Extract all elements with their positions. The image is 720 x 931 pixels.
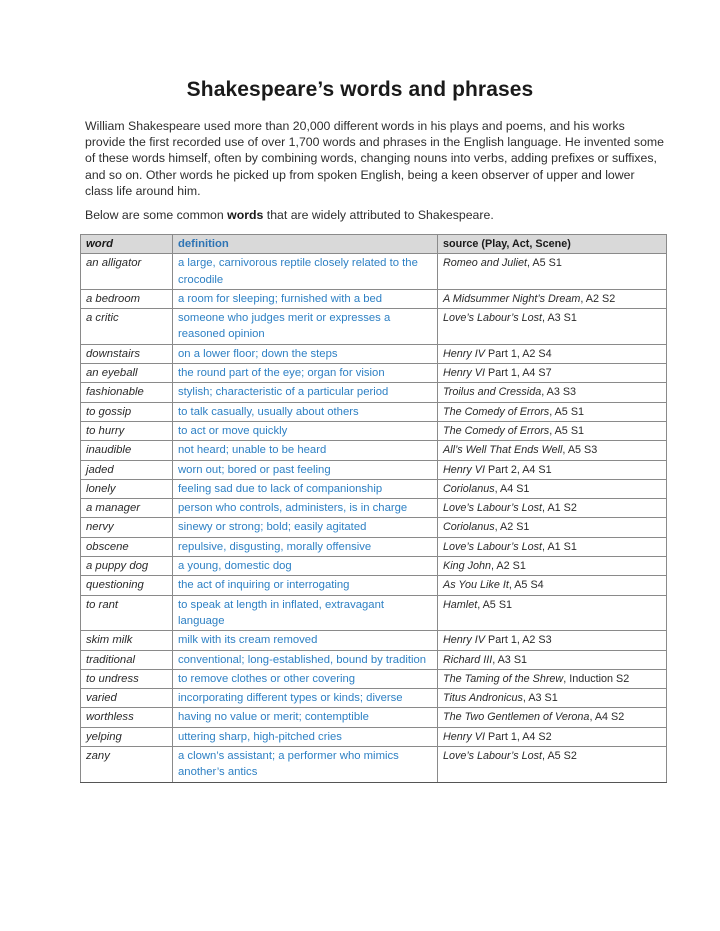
definition-cell: repulsive, disgusting, morally offensive	[173, 537, 438, 556]
word-cell: traditional	[81, 650, 173, 669]
word-cell: a puppy dog	[81, 557, 173, 576]
definition-cell: a large, carnivorous reptile closely related to the crocodile	[173, 254, 438, 290]
lead-text-before: Below are some common	[85, 208, 228, 222]
play-title: Henry VI	[443, 463, 486, 476]
act-scene-ref: , A5 S1	[549, 424, 585, 437]
table-row	[81, 402, 667, 421]
intro-paragraph: William Shakespeare used more than 20,000 different words in his plays and poems, and his works provide the first recorded use of over 1,700 words and phrases in the English language. He invented some of these words himself, often by combining words, changing nouns into verbs, adding prefixes or suffixes, and so on. Other words he picked up from spoken English, being a keen observer of upper and lower class life around him.	[85, 119, 664, 198]
table-row	[81, 421, 667, 440]
source-cell	[438, 309, 667, 345]
source-cell	[438, 595, 667, 631]
definition-cell: uttering sharp, high-pitched cries	[173, 727, 438, 746]
play-title: Richard III	[443, 653, 493, 666]
word-cell: a manager	[81, 499, 173, 518]
word-cell: zany	[81, 747, 173, 783]
definition-cell: feeling sad due to lack of companionship	[173, 479, 438, 498]
word-cell: nervy	[81, 518, 173, 537]
source-cell	[438, 479, 667, 498]
definition-cell: conventional; long-established, bound by tradition	[173, 650, 438, 669]
table-row	[81, 727, 667, 746]
source-cell	[438, 364, 667, 383]
source-cell	[438, 669, 667, 688]
act-scene-ref: , Induction S2	[563, 672, 630, 685]
play-title: Hamlet	[443, 598, 478, 611]
table-row	[81, 595, 667, 631]
source-cell	[438, 727, 667, 746]
definition-cell: not heard; unable to be heard	[173, 441, 438, 460]
source-cell	[438, 460, 667, 479]
lead-sentence	[85, 207, 665, 223]
source-cell	[438, 650, 667, 669]
play-title: Coriolanus	[443, 521, 495, 534]
act-scene-ref: , A1 S2	[542, 502, 577, 515]
definition-cell: a clown’s assistant; a performer who mimics another’s antics	[173, 747, 438, 783]
act-scene-ref: , A3 S3	[541, 386, 577, 399]
source-cell	[438, 499, 667, 518]
word-cell: to undress	[81, 669, 173, 688]
play-title: Coriolanus	[443, 482, 495, 495]
definition-cell: to act or move quickly	[173, 421, 438, 440]
table-row	[81, 557, 667, 576]
definition-cell: someone who judges merit or expresses a reasoned opinion	[173, 309, 438, 345]
table-row	[81, 499, 667, 518]
play-title: The Comedy of Errors	[443, 405, 550, 418]
act-scene-ref: , A3 S1	[492, 653, 528, 666]
definition-cell: a young, domestic dog	[173, 557, 438, 576]
act-scene-ref: , A5 S1	[549, 405, 585, 418]
table-row	[81, 479, 667, 498]
definition-cell: to remove clothes or other covering	[173, 669, 438, 688]
source-cell	[438, 402, 667, 421]
play-title: Love’s Labour’s Lost	[443, 540, 543, 553]
table-row	[81, 689, 667, 708]
table-row	[81, 537, 667, 556]
word-cell: fashionable	[81, 383, 173, 402]
act-scene-ref: , A4 S2	[589, 711, 625, 724]
act-scene-ref: Part 1, A2 S4	[485, 347, 552, 360]
source-cell	[438, 421, 667, 440]
act-scene-ref: , A5 S3	[562, 444, 598, 457]
table-row	[81, 631, 667, 650]
definition-cell: having no value or merit; contemptible	[173, 708, 438, 727]
word-cell: varied	[81, 689, 173, 708]
act-scene-ref: , A2 S1	[494, 521, 530, 534]
definition-cell: the round part of the eye; organ for vision	[173, 364, 438, 383]
play-title: The Taming of the Shrew	[443, 672, 564, 685]
act-scene-ref: , A4 S1	[494, 482, 530, 495]
play-title: The Two Gentlemen of Verona	[443, 711, 590, 724]
table-row	[81, 383, 667, 402]
word-cell: an alligator	[81, 254, 173, 290]
source-cell	[438, 537, 667, 556]
play-title: Titus Andronicus	[443, 692, 523, 705]
word-cell: to gossip	[81, 402, 173, 421]
act-scene-ref: , A2 S2	[580, 292, 616, 305]
act-scene-ref: , A5 S2	[542, 750, 577, 763]
word-cell: a bedroom	[81, 289, 173, 308]
definition-cell: person who controls, administers, is in charge	[173, 499, 438, 518]
source-cell	[438, 344, 667, 363]
play-title: Troilus and Cressida	[443, 386, 542, 399]
definition-cell: worn out; bored or past feeling	[173, 460, 438, 479]
definition-cell: to talk casually, usually about others	[173, 402, 438, 421]
act-scene-ref: , A3 S1	[522, 692, 558, 705]
definition-cell: on a lower floor; down the steps	[173, 344, 438, 363]
definition-cell: sinewy or strong; bold; easily agitated	[173, 518, 438, 537]
play-title: Henry VI	[443, 730, 486, 743]
play-title: Love’s Labour’s Lost	[443, 750, 543, 763]
word-cell: inaudible	[81, 441, 173, 460]
play-title: King John	[443, 560, 492, 573]
table-row	[81, 364, 667, 383]
word-cell: downstairs	[81, 344, 173, 363]
column-header-source: source (Play, Act, Scene)	[438, 235, 667, 254]
source-cell	[438, 254, 667, 290]
source-cell	[438, 708, 667, 727]
column-header-word: word	[81, 235, 173, 254]
word-cell: to rant	[81, 595, 173, 631]
act-scene-ref: , A2 S1	[491, 560, 526, 573]
column-header-definition: definition	[173, 235, 438, 254]
play-title: Henry VI	[443, 367, 486, 380]
act-scene-ref: Part 1, A2 S3	[485, 634, 552, 647]
source-cell	[438, 383, 667, 402]
table-row	[81, 518, 667, 537]
play-title: All’s Well That Ends Well	[443, 444, 563, 457]
play-title: Henry IV	[443, 634, 486, 647]
play-title: Love’s Labour’s Lost	[443, 312, 543, 325]
act-scene-ref: , A5 S4	[508, 579, 544, 592]
table-row	[81, 747, 667, 783]
table-row	[81, 254, 667, 290]
page-title: Shakespeare’s words and phrases	[186, 78, 534, 101]
play-title: Love’s Labour’s Lost	[443, 502, 543, 515]
definition-cell: the act of inquiring or interrogating	[173, 576, 438, 595]
word-cell: to hurry	[81, 421, 173, 440]
word-cell: obscene	[81, 537, 173, 556]
table-row	[81, 576, 667, 595]
table-row	[81, 441, 667, 460]
table-row	[81, 708, 667, 727]
table-row	[81, 669, 667, 688]
words-table	[80, 234, 667, 783]
table-header-row	[81, 235, 667, 254]
play-title: The Comedy of Errors	[443, 424, 550, 437]
word-cell: an eyeball	[81, 364, 173, 383]
word-cell: a critic	[81, 309, 173, 345]
source-cell	[438, 518, 667, 537]
source-cell	[438, 576, 667, 595]
act-scene-ref: , A3 S1	[542, 312, 577, 325]
word-cell: worthless	[81, 708, 173, 727]
word-cell: jaded	[81, 460, 173, 479]
play-title: As You Like It	[443, 579, 509, 592]
word-cell: skim milk	[81, 631, 173, 650]
table-row	[81, 309, 667, 345]
act-scene-ref: , A5 S1	[527, 257, 562, 270]
definition-cell: a room for sleeping; furnished with a bed	[173, 289, 438, 308]
definition-cell: milk with its cream removed	[173, 631, 438, 650]
play-title: A Midsummer Night’s Dream	[443, 292, 581, 305]
act-scene-ref: Part 2, A4 S1	[485, 463, 552, 476]
word-cell: yelping	[81, 727, 173, 746]
source-cell	[438, 631, 667, 650]
play-title: Romeo and Juliet	[443, 257, 528, 270]
play-title: Henry IV	[443, 347, 486, 360]
lead-bold-word: words	[227, 208, 264, 222]
source-cell	[438, 689, 667, 708]
definition-cell: incorporating different types or kinds; diverse	[173, 689, 438, 708]
definition-cell: to speak at length in inflated, extravagant language	[173, 595, 438, 631]
word-cell: questioning	[81, 576, 173, 595]
table-row	[81, 344, 667, 363]
act-scene-ref: , A5 S1	[477, 598, 513, 611]
source-cell	[438, 747, 667, 783]
definition-cell: stylish; characteristic of a particular period	[173, 383, 438, 402]
table-row	[81, 460, 667, 479]
act-scene-ref: , A1 S1	[542, 540, 577, 553]
source-cell	[438, 557, 667, 576]
word-cell: lonely	[81, 479, 173, 498]
act-scene-ref: Part 1, A4 S2	[485, 730, 552, 743]
source-cell	[438, 441, 667, 460]
table-row	[81, 289, 667, 308]
table-row	[81, 650, 667, 669]
act-scene-ref: Part 1, A4 S7	[485, 367, 552, 380]
source-cell	[438, 289, 667, 308]
lead-text-after: that are widely attributed to Shakespeare.	[263, 208, 494, 222]
